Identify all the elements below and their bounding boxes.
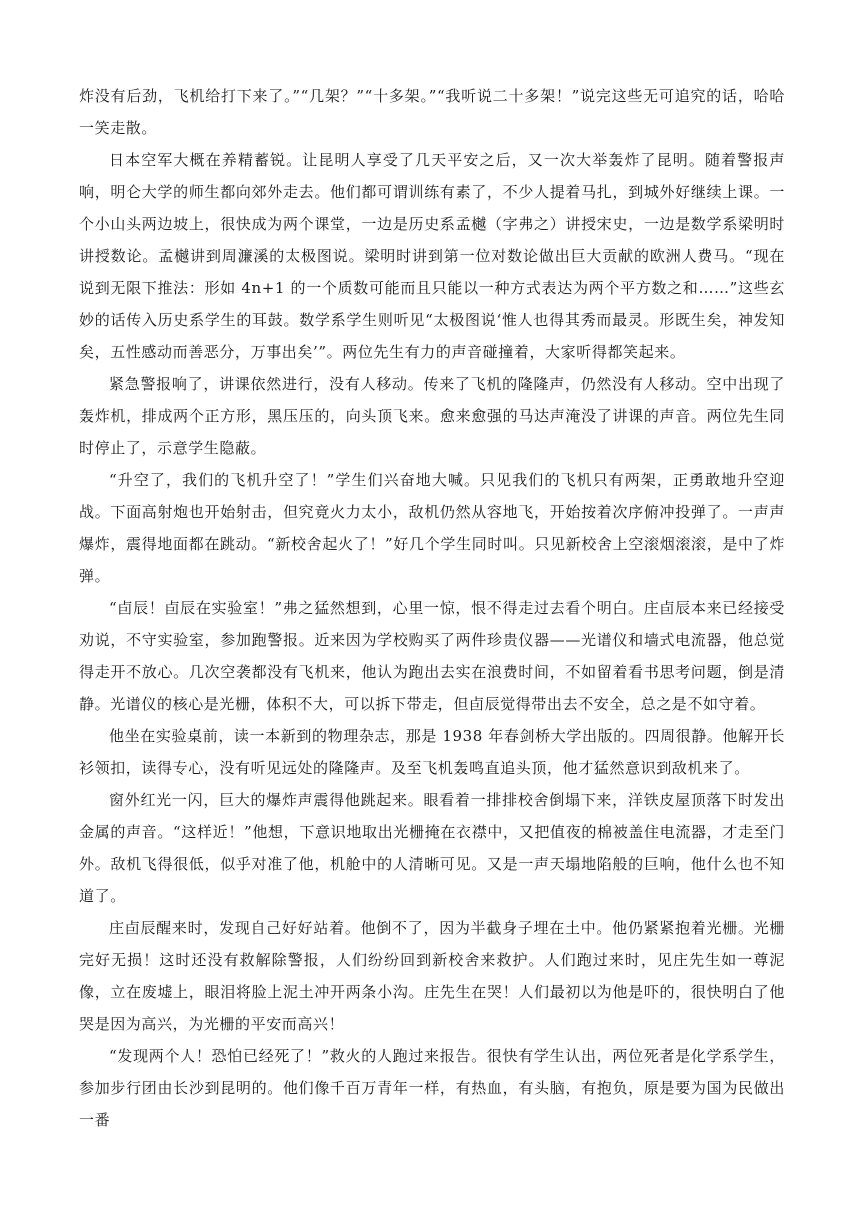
paragraph-1: 炸没有后劲，飞机给打下来了。”“几架？”“十多架。”“我听说二十多架！”说完这些无可追究的话，哈哈一笑走散。 (79, 87, 785, 137)
document-body (79, 80, 785, 1136)
paragraph-4: “升空了，我们的飞机升空了！”学生们兴奋地大喊。只见我们的飞机只有两架，正勇敢地升空迎战。下面高射炮也开始射击，但究竟火力太小，敌机仍然从容地飞，开始按着次序俯冲投弹了。一声声爆炸，震得地面都在跳动。“新校舍起火了！”好几个学生同时叫。只见新校舍上空滚烟滚滚，是中了炸弹。 (79, 471, 785, 585)
paragraph-7: 窗外红光一闪，巨大的爆炸声震得他跳起来。眼看着一排排校舍倒塌下来，洋铁皮屋顶落下时发出金属的声音。“这样近！”他想，下意识地取出光栅掩在衣襟中，又把值夜的棉被盖住电流器，才走至门外。敌机飞得很低，似乎对准了他，机舱中的人清晰可见。又是一声天塌地陷般的巨响，他什么也不知道了。 (79, 791, 785, 905)
paragraph-2: 日本空军大概在养精蓄锐。让昆明人享受了几天平安之后，又一次大举轰炸了昆明。随着警报声响，明仑大学的师生都向郊外走去。他们都可谓训练有素了，不少人提着马扎，到城外好继续上课。一个小山头两边坡上，很快成为两个课堂，一边是历史系孟樾（字弗之）讲授宋史，一边是数学系梁明时讲授数论。孟樾讲到周濂溪的太极图说。梁明时讲到第一位对数论做出巨大贡献的欧洲人费马。“现在说到无限下推法：形如 4n+1 的一个质数可能而且只能以一种方式表达为两个平方数之和……”这些玄妙的话传入历史系学生的耳鼓。数学系学生则听见“太极图说‘惟人也得其秀而最灵。形既生矣，神发知矣，五性感动而善恶分，万事出矣’”。两位先生有力的声音碰撞着，大家听得都笑起来。 (79, 151, 785, 361)
paragraph-5: “卣辰！卣辰在实验室！”弗之猛然想到，心里一惊，恨不得走过去看个明白。庄卣辰本来已经接受劝说，不守实验室，参加跑警报。近来因为学校购买了两件珍贵仪器——光谱仪和墙式电流器，他总觉得走开不放心。几次空袭都没有飞机来，他认为跑出去实在浪费时间，不如留着看书思考问题，倒是清静。光谱仪的核心是光栅，体积不大，可以拆下带走，但卣辰觉得带出去不安全，总之是不如守着。 (79, 599, 785, 713)
paragraph-6: 他坐在实验桌前，读一本新到的物理杂志，那是 1938 年春剑桥大学出版的。四周很静。他解开长衫领扣，读得专心，没有听见远处的隆隆声。及至飞机轰鸣直追头顶，他才猛然意识到敌机来了。 (79, 727, 785, 777)
paragraph-3: 紧急警报响了，讲课依然进行，没有人移动。传来了飞机的隆隆声，仍然没有人移动。空中出现了轰炸机，排成两个正方形，黑压压的，向头顶飞来。愈来愈强的马达声淹没了讲课的声音。两位先生同时停止了，示意学生隐蔽。 (79, 375, 785, 457)
paragraph-8: 庄卣辰醒来时，发现自己好好站着。他倒不了，因为半截身子埋在土中。他仍紧紧抱着光栅。光栅完好无损！这时还没有救解除警报，人们纷纷回到新校舍来救护。人们跑过来时，见庄先生如一尊泥像，立在废墟上，眼泪将脸上泥土冲开两条小沟。庄先生在哭！人们最初以为他是吓的，很快明白了他哭是因为高兴，为光栅的平安而高兴！ (79, 919, 785, 1033)
paragraph-9: “发现两个人！恐怕已经死了！”救火的人跑过来报告。很快有学生认出，两位死者是化学系学生，参加步行团由长沙到昆明的。他们像千百万青年一样，有热血，有头脑，有抱负，原是要为国为民做出一番 (79, 1047, 785, 1129)
